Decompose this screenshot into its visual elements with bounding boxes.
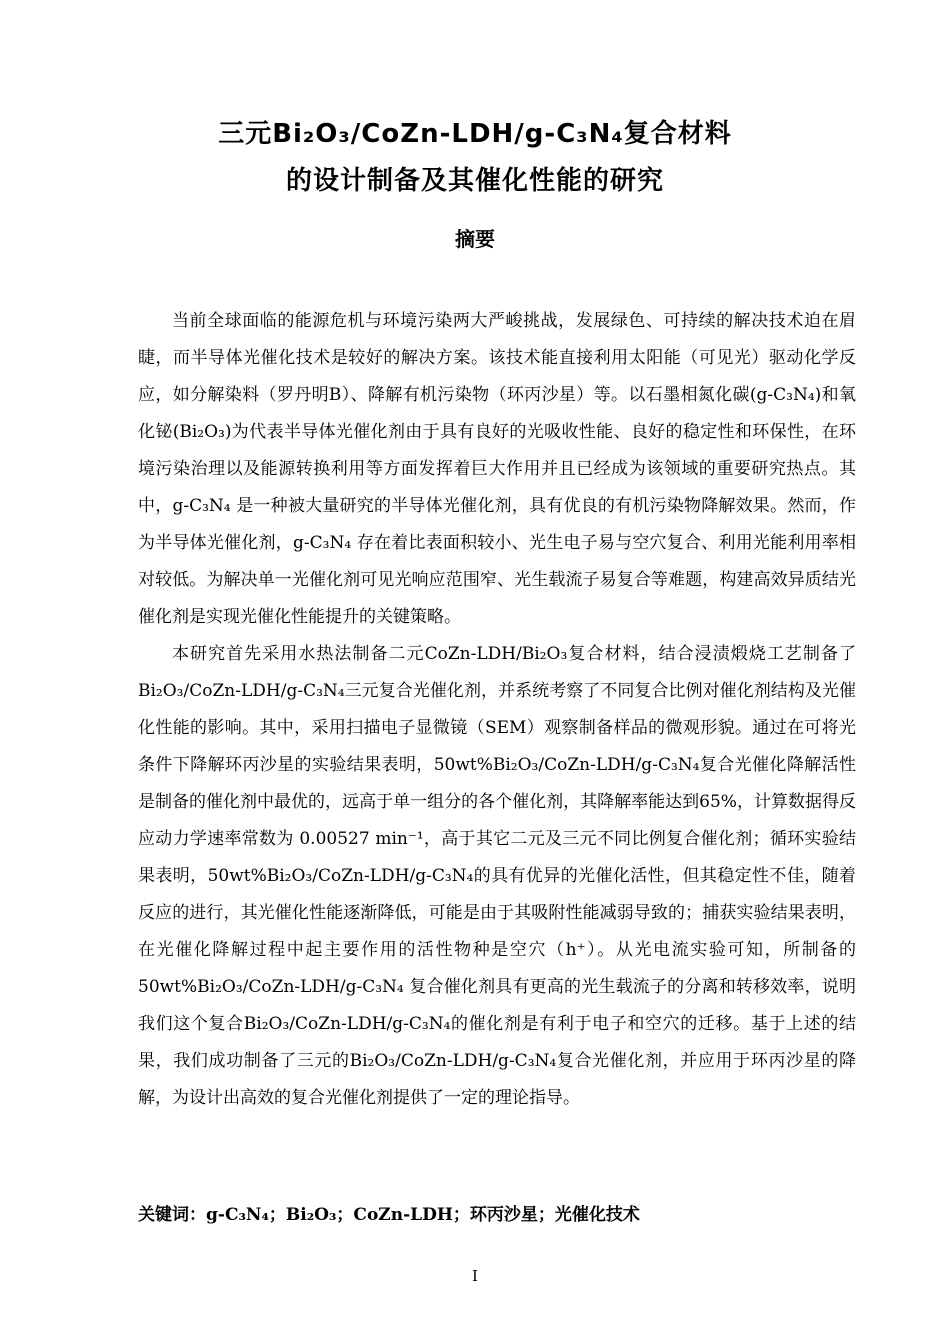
abstract-body [138, 303, 856, 1117]
page-number: I [472, 1267, 478, 1285]
abstract-paragraph-1: 当前全球面临的能源危机与环境污染两大严峻挑战，发展绿色、可持续的解决技术迫在眉睫，而半导体光催化技术是较好的解决方案。该技术能直接利用太阳能（可见光）驱动化学反应，如分解染料（罗丹明B）、降解有机污染物（环丙沙星）等。以石墨相氮化碳(g-C₃N₄)和氧化铋(Bi₂O₃)为代表半导体光催化剂由于具有良好的光吸收性能、良好的稳定性和环保性，在环境污染治理以及能源转换利用等方面发挥着巨大作用并且已经成为该领域的重要研究热点。其中，g-C₃N₄ 是一种被大量研究的半导体光催化剂，具有优良的有机污染物降解效果。然而，作为半导体光催化剂，g-C₃N₄ 存在着比表面积较小、光生电子易与空穴复合、利用光能利用率相对较低。为解决单一光催化剂可见光响应范围窄、光生载流子易复合等难题，构建高效异质结光催化剂是实现光催化性能提升的关键策略。 [138, 311, 856, 627]
abstract-heading: 摘要 [455, 227, 495, 251]
title-line-1: 三元Bi₂O₃/CoZn-LDH/g-C₃N₄复合材料 [218, 119, 732, 149]
title-line-2: 的设计制备及其催化性能的研究 [285, 166, 664, 196]
keywords-line: 关键词：g-C₃N₄；Bi₂O₃；CoZn-LDH；环丙沙星；光催化技术 [138, 1205, 640, 1225]
abstract-paragraph-2: 本研究首先采用水热法制备二元CoZn-LDH/Bi₂O₃复合材料，结合浸渍煅烧工艺制备了Bi₂O₃/CoZn-LDH/g-C₃N₄三元复合光催化剂，并系统考察了不同复合比例对催化剂结构及光催化性能的影响。其中，采用扫描电子显微镜（SEM）观察制备样品的微观形貌。通过在可将光条件下降解环丙沙星的实验结果表明，50wt%Bi₂O₃/CoZn-LDH/g-C₃N₄复合光催化降解活性是制备的催化剂中最优的，远高于单一组分的各个催化剂，其降解率能达到65%，计算数据得反应动力学速率常数为 0.00527 min⁻¹，高于其它二元及三元不同比例复合催化剂；循环实验结果表明，50wt%Bi₂O₃/CoZn-LDH/g-C₃N₄的具有优异的光催化活性，但其稳定性不佳，随着反应的进行，其光催化性能逐渐降低，可能是由于其吸附性能减弱导致的；捕获实验结果表明，在光催化降解过程中起主要作用的活性物种是空穴（h⁺）。从光电流实验可知，所制备的50wt%Bi₂O₃/CoZn-LDH/g-C₃N₄ 复合催化剂具有更高的光生载流子的分离和转移效率，说明我们这个复合Bi₂O₃/CoZn-LDH/g-C₃N₄的催化剂是有利于电子和空穴的迁移。基于上述的结果，我们成功制备了三元的Bi₂O₃/CoZn-LDH/g-C₃N₄复合光催化剂，并应用于环丙沙星的降解，为设计出高效的复合光催化剂提供了一定的理论指导。 [138, 644, 856, 1108]
